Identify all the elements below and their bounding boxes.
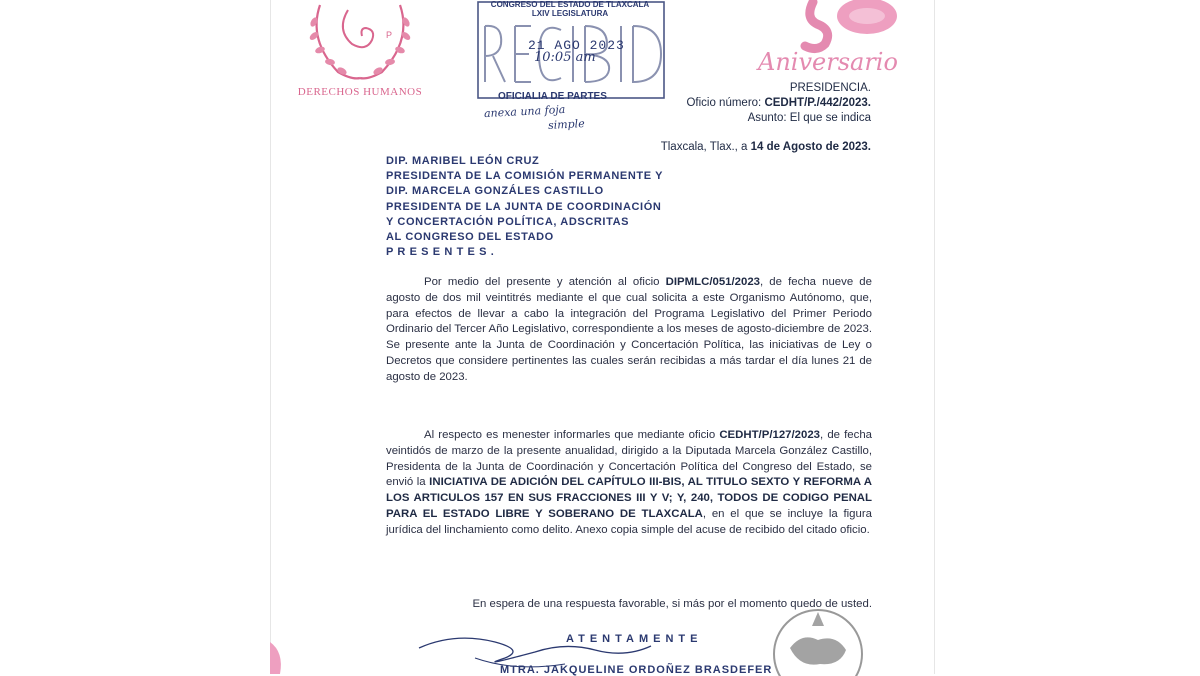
logo-mark-letter: P — [386, 30, 393, 40]
addressee-line: Y CONCERTACIÓN POLÍTICA, ADSCRITAS — [386, 215, 630, 228]
text-run: , de fecha veintidós de marzo de la presente anualidad, dirigido a la Diputada Marcela González Castillo, Presidenta de la Junta de Coordinación y Concertación Política del Congreso del Estado, se envió la — [386, 429, 873, 489]
addressee-line: PRESIDENTA DE LA JUNTA DE COORDINACIÓN — [386, 200, 662, 213]
cedh-laurel-logo — [300, 0, 420, 100]
handwritten-note: anexa una foja — [483, 102, 566, 121]
body-paragraph-1 — [386, 275, 872, 386]
subject-line — [748, 112, 871, 124]
text-run: Por medio del presente y atención al oficio — [424, 276, 666, 288]
stamp-header-line: LXIV LEGISLATURA — [531, 9, 609, 18]
stamp-time: 10:05 am — [534, 50, 596, 65]
atentamente: ATENTAMENTE — [566, 633, 703, 645]
office-number-label: Oficio número: — [686, 97, 762, 109]
addressee-line: PRESIDENTA DE LA COMISIÓN PERMANENTE Y — [386, 170, 664, 183]
body-paragraph-2 — [386, 428, 872, 539]
logo-caption: DERECHOS HUMANOS — [297, 86, 423, 98]
anniversary-word: Aniversario — [758, 48, 898, 76]
stamp-header-line: CONGRESO DEL ESTADO DE TLAXCALA — [490, 0, 650, 9]
addressee-line: DIP. MARCELA GONZÁLES CASTILLO — [386, 185, 604, 198]
signer-name: MTRA. JAKQUELINE ORDOÑEZ BRASDEFER — [500, 664, 773, 676]
closing-line: En espera de una respuesta favorable, si más por el momento quedo de usted. — [472, 598, 872, 610]
official-seal — [760, 606, 878, 676]
place-date-prefix: Tlaxcala, Tlax., a — [660, 141, 751, 153]
addressee-block — [386, 154, 663, 260]
addressee-line: AL CONGRESO DEL ESTADO — [386, 231, 554, 244]
place-date-line — [661, 141, 871, 153]
handwritten-note: simple — [547, 117, 585, 132]
text-run: Al respecto es menester informarles que mediante oficio — [424, 429, 720, 441]
text-run: , de fecha nueve de agosto de dos mil veintitrés mediante el que cual solicita a este Organismo Autónomo, que, para efectos de llevar a cabo la integración del Programa Legislativo del Primer Periodo Ordinario del Tercer Año Legislativo, correspondiente a los meses de agosto-diciembre de 2023. Se presente ante la Junta de Coordinación y Concertación Política, las iniciativas de Ley o Decretos que considere pertinentes las cuales serán recibidas a más tardar el día lunes 21 de agosto de 2023. — [386, 276, 872, 383]
stamp-office: OFICIALIA DE PARTES — [498, 91, 607, 102]
addressee-line: DIP. MARIBEL LEÓN CRUZ — [386, 155, 540, 167]
subject-label: Asunto: — [747, 112, 787, 124]
reference-number: DIPMLC/051/2023 — [665, 276, 760, 288]
reference-number: CEDHT/P/127/2023 — [719, 429, 820, 441]
initiative-title: INICIATIVA DE ADICIÓN DEL CAPÍTULO III-BIS, AL TITULO SEXTO Y REFORMA A LOS ARTICULOS 157 EN SUS FRACCIONES III Y V; Y, 240, TODOS DE CODIGO PENAL PARA EL ESTADO LIBRE Y SOBERANO DE TLAXCALA — [386, 476, 872, 520]
addressee-line: P R E S E N T E S . — [386, 246, 495, 259]
subject-value: El que se indica — [789, 112, 871, 124]
pink-corner-decoration — [270, 632, 292, 674]
office-name: PRESIDENCIA. — [789, 82, 871, 94]
office-number: CEDHT/P./442/2023. — [764, 97, 871, 109]
place-date: 14 de Agosto de 2023. — [750, 141, 871, 153]
office-number-line — [686, 97, 871, 109]
stamp-date: 21 AGO 2023 — [528, 38, 625, 53]
stamp-word — [558, 36, 563, 37]
text-run: , en el que se incluye la figura jurídica del linchamiento como delito. Anexo copia simple del acuse de recibido del citado oficio. — [386, 507, 872, 536]
page-right-edge — [934, 0, 935, 674]
stamp-header — [480, 0, 660, 18]
page-left-edge — [270, 0, 271, 674]
